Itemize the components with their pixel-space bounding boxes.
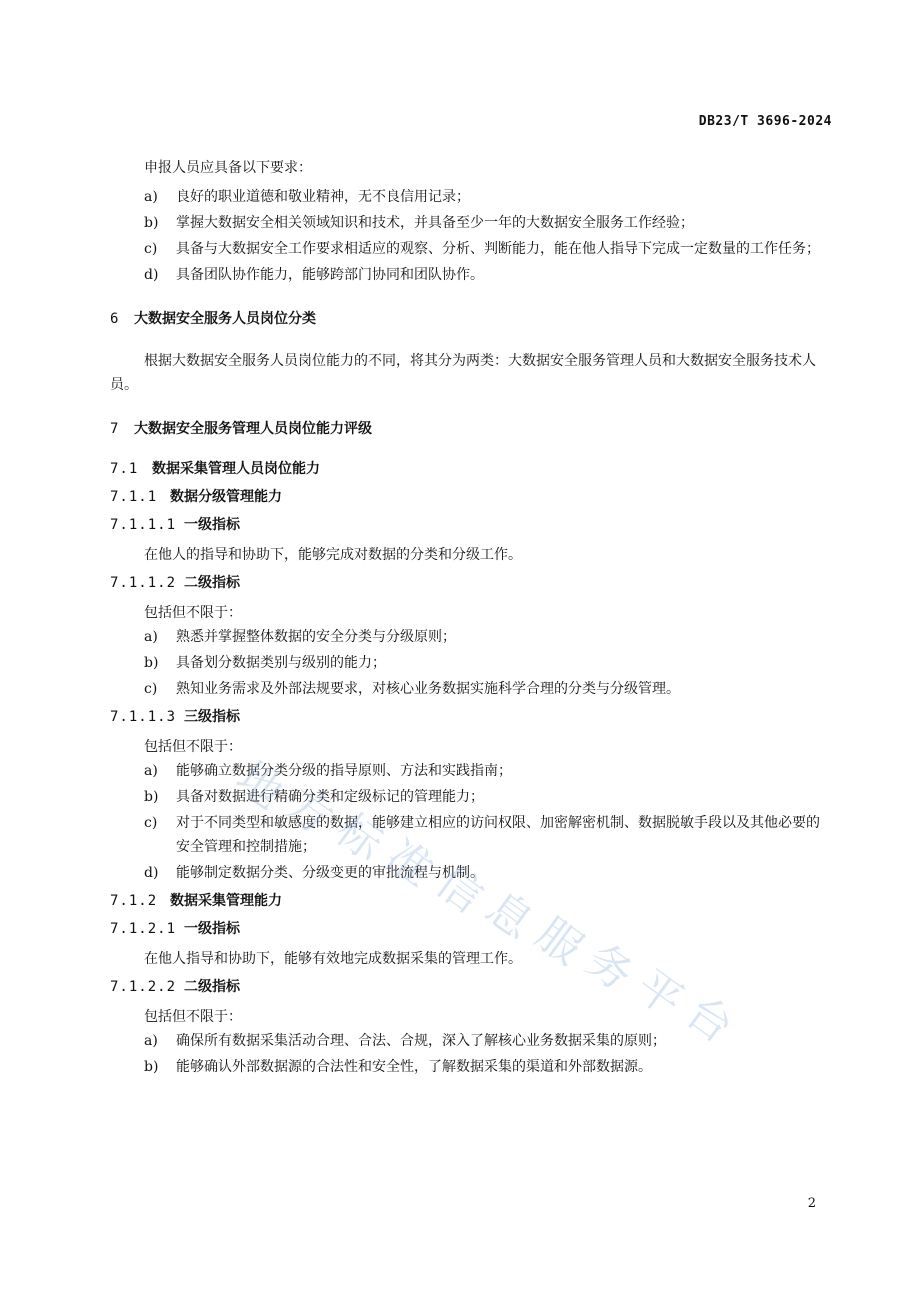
section-7-1-2-heading xyxy=(110,891,832,911)
list-lead: 包括但不限于： xyxy=(144,1009,242,1025)
section-number: 6 xyxy=(110,311,120,327)
watermark-char: 准 xyxy=(376,830,443,898)
list-marker: d) xyxy=(144,865,159,881)
watermark-char: 平 xyxy=(626,960,693,1028)
section-title: 二级指标 xyxy=(184,575,240,591)
list-text: 确保所有数据采集活动合理、合法、合规，深入了解核心业务数据采集的原则； xyxy=(176,1033,666,1049)
section-number: 7.1.2.2 xyxy=(110,979,177,995)
list-marker: b) xyxy=(144,215,159,231)
list-text: 能够确认外部数据源的合法性和安全性，了解数据采集的渠道和外部数据源。 xyxy=(176,1059,652,1075)
section-number: 7.1.2 xyxy=(110,893,158,909)
list-text: 掌握大数据安全相关领域知识和技术，并具备至少一年的大数据安全服务工作经验； xyxy=(176,215,694,231)
page-content xyxy=(110,150,832,1081)
section-number: 7.1.1.3 xyxy=(110,709,177,725)
list-text: 对于不同类型和敏感度的数据，能够建立相应的访问权限、加密解密机制、数据脱敏手段以及其他必要的安全管理和控制措施； xyxy=(176,815,820,855)
list-item xyxy=(110,185,832,209)
list-marker: c) xyxy=(144,815,158,831)
list-item xyxy=(110,263,832,287)
section-7-heading xyxy=(110,419,832,439)
watermark-char: 地 xyxy=(226,752,293,820)
list-text: 熟悉并掌握整体数据的安全分类与分级原则； xyxy=(176,629,456,645)
list-item xyxy=(110,759,832,783)
section-title: 三级指标 xyxy=(184,709,240,725)
section-7-1-2-1-heading xyxy=(110,919,832,939)
section-number: 7.1.1.1 xyxy=(110,517,177,533)
list-marker: a) xyxy=(144,763,158,779)
list-item xyxy=(110,785,832,809)
document-code: DB23/T 3696-2024 xyxy=(698,114,832,129)
list-marker: a) xyxy=(144,189,158,205)
section-6-paragraph: 根据大数据安全服务人员岗位能力的不同，将其分为两类：大数据安全服务管理人员和大数据安全服务技术人员。 xyxy=(110,353,816,393)
list-marker: b) xyxy=(144,1059,159,1075)
section-7-1-1-heading xyxy=(110,487,832,507)
section-title: 大数据安全服务人员岗位分类 xyxy=(134,311,316,327)
section-number: 7.1.1.2 xyxy=(110,575,177,591)
section-7-1-1-1-heading xyxy=(110,515,832,535)
page-number: 2 xyxy=(807,1196,816,1211)
watermark-char: 息 xyxy=(476,882,543,950)
list-lead: 包括但不限于： xyxy=(144,605,242,621)
list-item xyxy=(110,1029,832,1053)
watermark-char: 务 xyxy=(576,934,643,1002)
list-marker: d) xyxy=(144,267,159,283)
section-6-heading xyxy=(110,309,832,329)
list-text: 能够制定数据分类、分级变更的审批流程与机制。 xyxy=(176,865,484,881)
list-marker: b) xyxy=(144,789,159,805)
watermark-char: 方 xyxy=(276,778,343,846)
section-7-1-1-2-heading xyxy=(110,573,832,593)
section-title: 二级指标 xyxy=(184,979,240,995)
list-marker: c) xyxy=(144,681,158,697)
list-item xyxy=(110,211,832,235)
list-text: 具备划分数据类别与级别的能力； xyxy=(176,655,386,671)
section-title: 数据分级管理能力 xyxy=(170,489,282,505)
section-7-1-heading xyxy=(110,459,832,479)
list-lead: 包括但不限于： xyxy=(144,739,242,755)
list-text: 具备团队协作能力，能够跨部门协同和团队协作。 xyxy=(176,267,484,283)
list-marker: b) xyxy=(144,655,159,671)
list-text: 熟知业务需求及外部法规要求，对核心业务数据实施科学合理的分类与分级管理。 xyxy=(176,681,680,697)
section-title: 数据采集管理能力 xyxy=(170,893,282,909)
intro-lead: 申报人员应具备以下要求： xyxy=(144,160,312,176)
section-number: 7 xyxy=(110,421,120,437)
list-item xyxy=(110,677,832,701)
list-text: 具备对数据进行精确分类和定级标记的管理能力； xyxy=(176,789,484,805)
section-number: 7.1.2.1 xyxy=(110,921,177,937)
section-title: 大数据安全服务管理人员岗位能力评级 xyxy=(134,421,372,437)
section-7-1-1-3-heading xyxy=(110,707,832,727)
list-marker: a) xyxy=(144,1033,158,1049)
list-text: 具备与大数据安全工作要求相适应的观察、分析、判断能力，能在他人指导下完成一定数量的工作任务； xyxy=(176,241,820,257)
watermark-char: 标 xyxy=(326,804,393,872)
list-text: 能够确立数据分类分级的指导原则、方法和实践指南； xyxy=(176,763,512,779)
list-item xyxy=(110,811,832,859)
watermark-char: 台 xyxy=(676,986,743,1054)
section-title: 数据采集管理人员岗位能力 xyxy=(152,461,320,477)
section-number: 7.1 xyxy=(110,461,139,477)
watermark-char: 信 xyxy=(426,856,493,924)
paragraph: 在他人指导和协助下，能够有效地完成数据采集的管理工作。 xyxy=(144,951,522,967)
section-7-1-2-2-heading xyxy=(110,977,832,997)
list-item xyxy=(110,1055,832,1079)
list-marker: a) xyxy=(144,629,158,645)
list-item xyxy=(110,625,832,649)
list-item xyxy=(110,651,832,675)
section-title: 一级指标 xyxy=(184,517,240,533)
paragraph: 在他人的指导和协助下，能够完成对数据的分类和分级工作。 xyxy=(144,547,522,563)
watermark-char: 服 xyxy=(526,908,593,976)
section-number: 7.1.1 xyxy=(110,489,158,505)
list-item xyxy=(110,861,832,885)
section-title: 一级指标 xyxy=(184,921,240,937)
list-text: 良好的职业道德和敬业精神，无不良信用记录； xyxy=(176,189,470,205)
list-marker: c) xyxy=(144,241,158,257)
list-item xyxy=(110,237,832,261)
